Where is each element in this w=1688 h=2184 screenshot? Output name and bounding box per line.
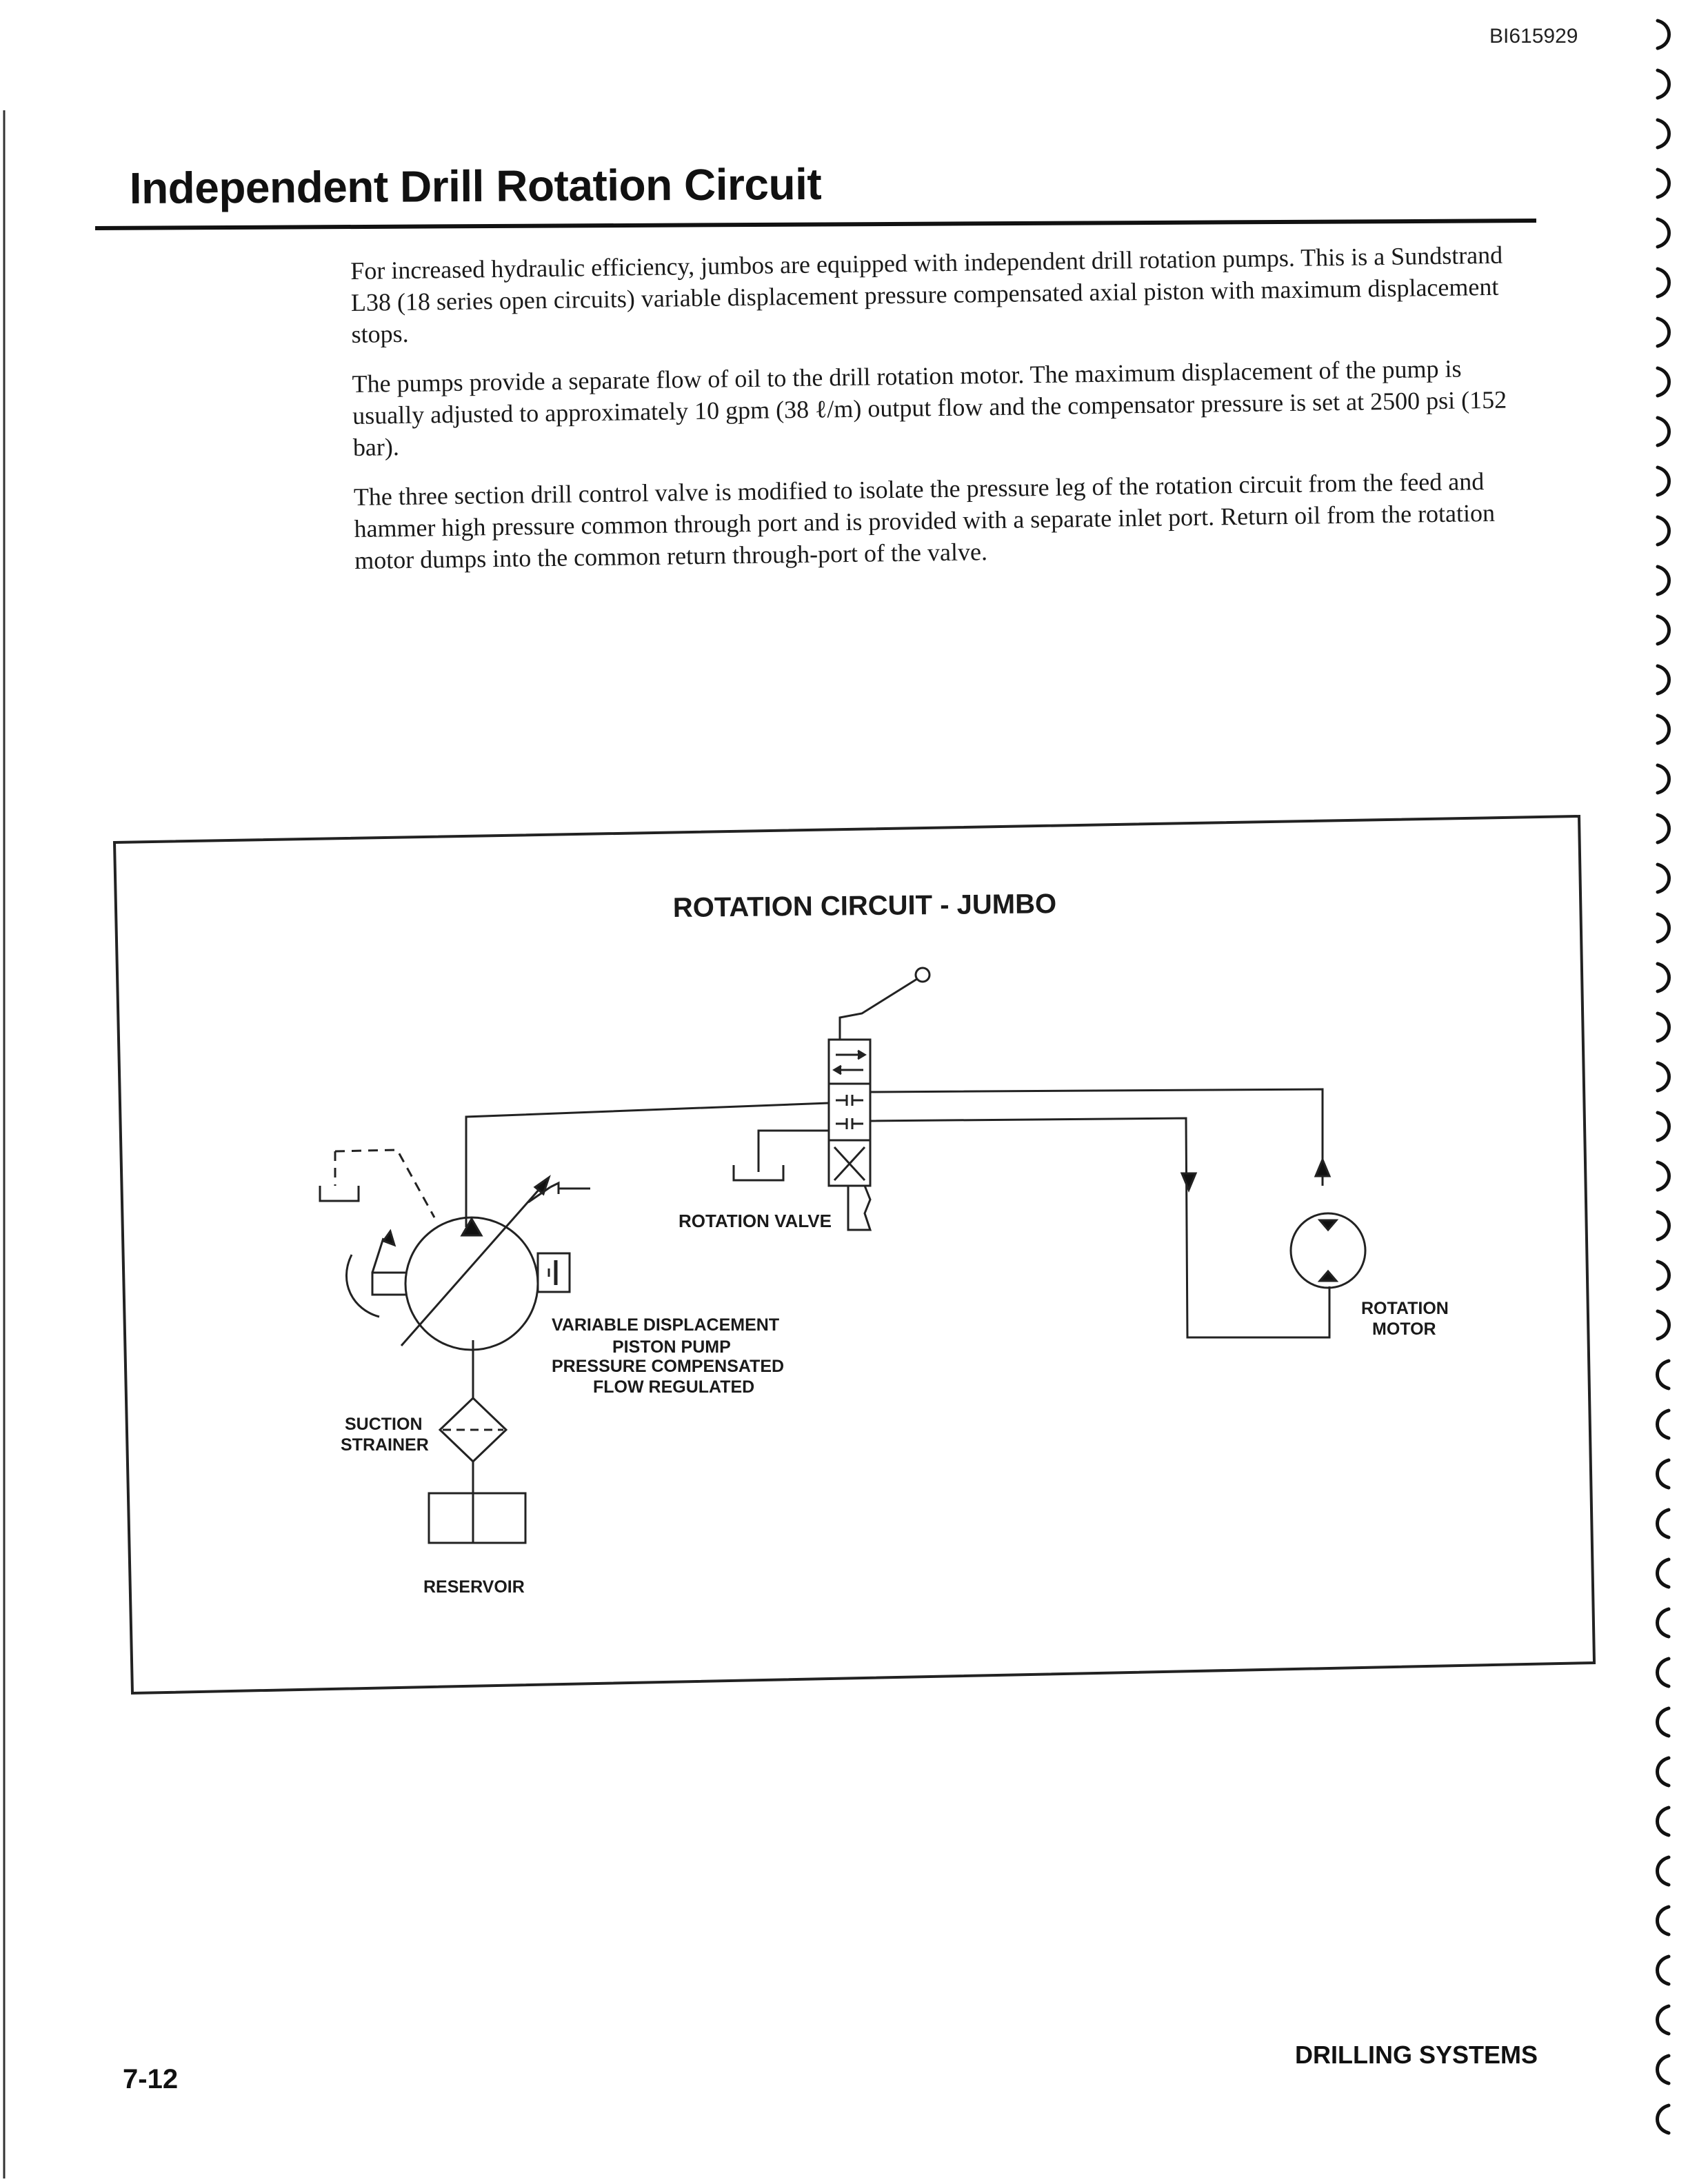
pump-label-line3: PRESSURE COMPENSATED — [552, 1357, 785, 1376]
motor-label-line1: ROTATION — [1361, 1299, 1449, 1318]
paragraph-3: The three section drill control valve is modified to isolate the pressure leg of the rotation circuit from the feed and hammer high pressure common through port and is provided with a separate inlet port. Return oil from the rotation motor dumps into the common return through-port of the valve. — [353, 467, 1496, 574]
strainer-symbol — [440, 1398, 506, 1462]
diagram-title: ROTATION CIRCUIT - JUMBO — [672, 889, 1057, 923]
paragraph-2: The pumps provide a separate flow of oil to the drill rotation motor. The maximum displacement of the pump is usually adjusted to approximately 10 gpm (38 ℓ/m) output flow and the compensator pressure is set at 2500 psi (152 bar). — [352, 354, 1507, 461]
hydraulic-lines — [320, 1089, 1329, 1541]
strainer-label-line2: STRAINER — [341, 1435, 429, 1455]
page-number: 7-12 — [123, 2064, 179, 2094]
pump-label-line4: FLOW REGULATED — [593, 1377, 755, 1397]
section-name: DRILLING SYSTEMS — [1295, 2041, 1538, 2069]
paragraph-1: For increased hydraulic efficiency, jumbos are equipped with independent drill rotation pumps. This is a Sundstrand L38 (18 series open circuits) variable displacement pressure compensated axial piston with maximum displacement stops. — [350, 241, 1503, 348]
pump-label-line2: PISTON PUMP — [612, 1337, 731, 1357]
motor-symbol — [1182, 1160, 1365, 1288]
document-id: BI615929 — [1489, 25, 1578, 48]
reservoir-symbol — [429, 1493, 525, 1543]
reservoir-label: RESERVOIR — [423, 1577, 525, 1597]
diagram-frame — [114, 816, 1594, 1693]
motor-label-line2: MOTOR — [1372, 1320, 1436, 1339]
rotation-valve-symbol — [829, 968, 930, 1230]
pump-label-line1: VARIABLE DISPLACEMENT — [552, 1315, 780, 1335]
page-title: Independent Drill Rotation Circuit — [129, 159, 822, 214]
rotation-valve-label: ROTATION VALVE — [679, 1211, 832, 1231]
strainer-label-line1: SUCTION — [345, 1415, 423, 1434]
